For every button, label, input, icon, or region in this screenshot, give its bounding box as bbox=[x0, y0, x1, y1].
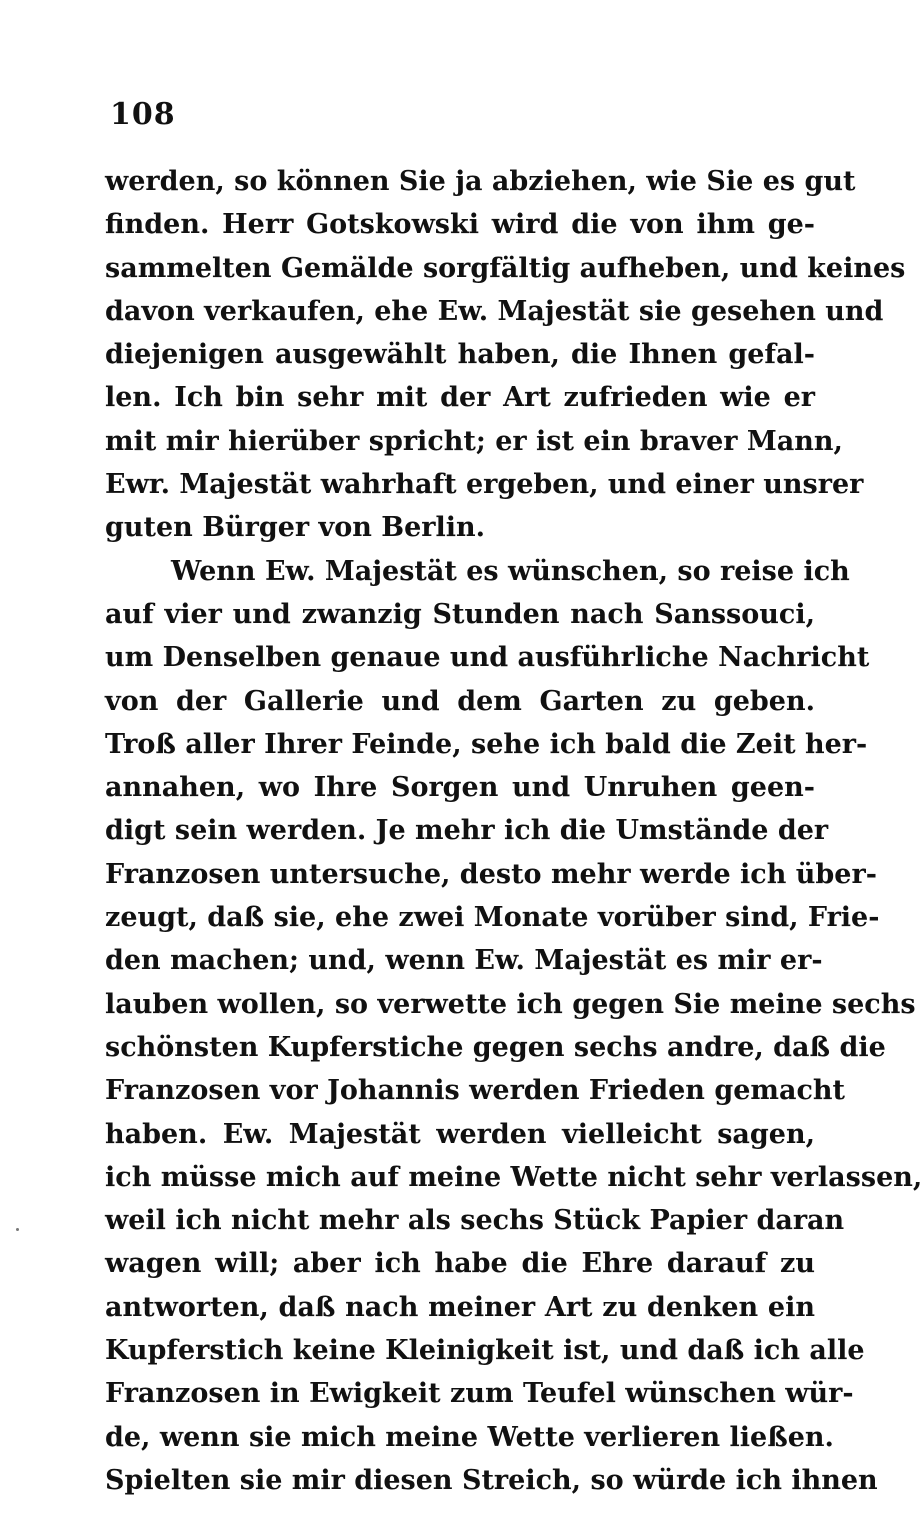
text-line: Franzosen in Ewigkeit zum Teufel wünschen wür- bbox=[105, 1378, 854, 1410]
text-line: sammelten Gemälde sorgfältig aufheben, und keines bbox=[105, 252, 906, 284]
text-line: weil ich nicht mehr als sechs Stück Papier daran bbox=[105, 1205, 845, 1237]
text-line: um Denselben genaue und ausführliche Nachricht bbox=[105, 642, 870, 674]
text-line: mit mir hierüber spricht; er ist ein braver Mann, bbox=[105, 425, 843, 457]
text-line: len. Ich bin sehr mit der Art zufrieden wie er bbox=[105, 382, 815, 414]
text-line: haben. Ew. Majestät werden vielleicht sagen, bbox=[105, 1118, 815, 1150]
text-line: ich müsse mich auf meine Wette nicht sehr verlassen, bbox=[105, 1161, 922, 1193]
text-line: Spielten sie mir diesen Streich, so würde ich ihnen bbox=[105, 1464, 878, 1496]
text-line: antworten, daß nach meiner Art zu denken ein bbox=[105, 1291, 815, 1323]
text-line: lauben wollen, so verwette ich gegen Sie meine sechs bbox=[105, 988, 916, 1020]
text-line: schönsten Kupferstiche gegen sechs andre, daß die bbox=[105, 1031, 886, 1063]
text-line: Wenn Ew. Majestät es wünschen, so reise ich bbox=[171, 555, 850, 587]
text-line: finden. Herr Gotskowski wird die von ihm ge- bbox=[105, 209, 815, 241]
text-line: digt sein werden. Je mehr ich die Umstände der bbox=[105, 815, 829, 847]
text-line: von der Gallerie und dem Garten zu geben. bbox=[105, 685, 815, 717]
text-line: den machen; und, wenn Ew. Majestät es mir er- bbox=[105, 945, 823, 977]
text-line: Franzosen vor Johannis werden Frieden gemacht bbox=[105, 1075, 845, 1107]
text-line: annahen, wo Ihre Sorgen und Unruhen geen- bbox=[105, 772, 815, 804]
text-line: zeugt, daß sie, ehe zwei Monate vorüber sind, Frie- bbox=[105, 902, 880, 934]
paper-speck bbox=[16, 1228, 19, 1231]
text-line: guten Bürger von Berlin. bbox=[105, 512, 486, 544]
text-line: davon verkaufen, ehe Ew. Majestät sie gesehen und bbox=[105, 295, 884, 327]
body-text bbox=[105, 160, 922, 1502]
text-line: de, wenn sie mich meine Wette verlieren ließen. bbox=[105, 1421, 834, 1453]
text-line: Ewr. Majestät wahrhaft ergeben, und einer unsrer bbox=[105, 469, 864, 501]
text-line: Franzosen untersuche, desto mehr werde ich über- bbox=[105, 858, 877, 890]
text-line: wagen will; aber ich habe die Ehre darauf zu bbox=[105, 1248, 815, 1280]
text-line: Troß aller Ihrer Feinde, sehe ich bald die Zeit her- bbox=[105, 728, 868, 760]
text-line: auf vier und zwanzig Stunden nach Sanssouci, bbox=[105, 598, 815, 630]
text-line: werden, so können Sie ja abziehen, wie Sie es gut bbox=[105, 166, 856, 197]
text-line: diejenigen ausgewählt haben, die Ihnen gefal- bbox=[105, 339, 815, 371]
page-number: 108 bbox=[110, 97, 176, 132]
text-line: Kupferstich keine Kleinigkeit ist, und daß ich alle bbox=[105, 1335, 865, 1367]
